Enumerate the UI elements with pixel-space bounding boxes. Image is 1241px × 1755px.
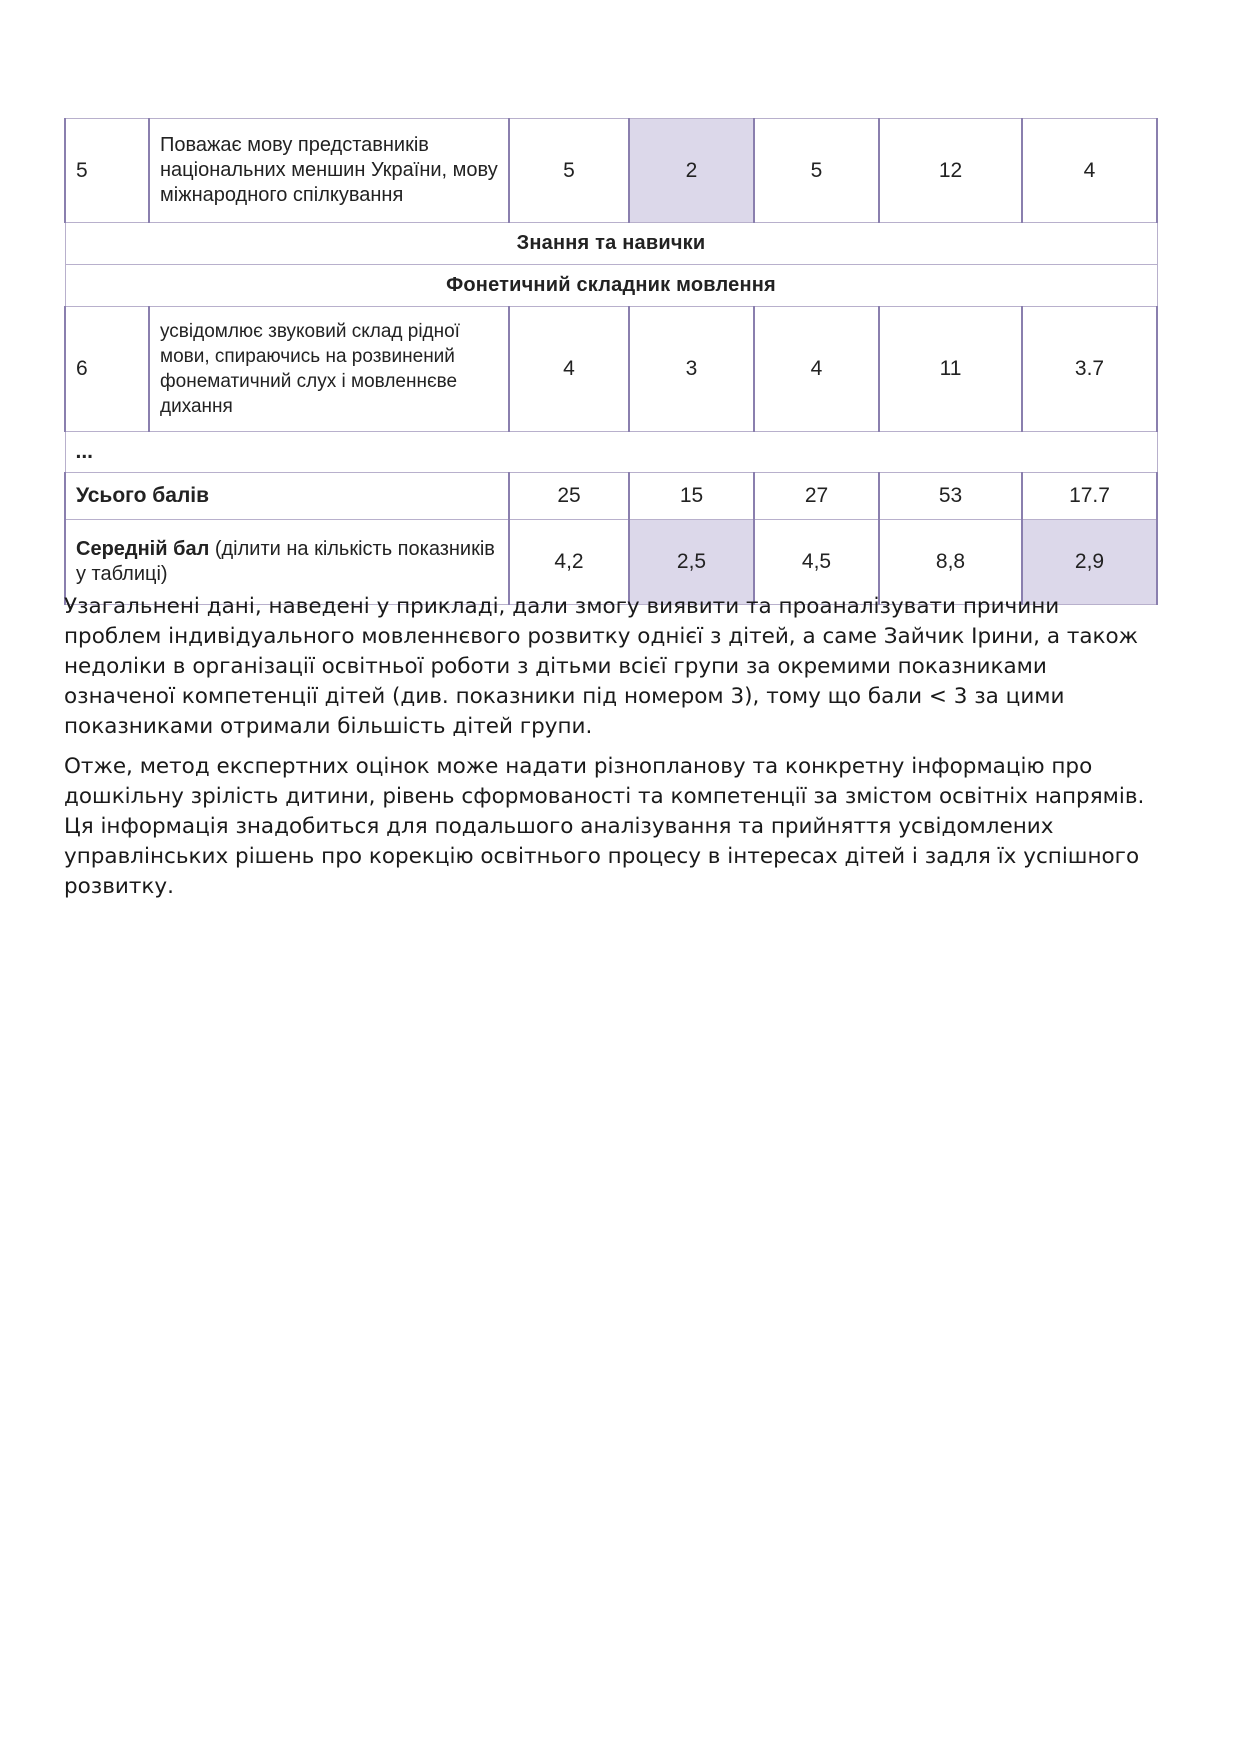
score-cell: 11 [879, 307, 1022, 432]
average-cell-highlighted: 2,5 [629, 520, 754, 605]
score-cell: 3 [629, 307, 754, 432]
section-heading-phonetic: Фонетичний складник мовлення [65, 265, 1157, 307]
section-row [65, 265, 1157, 307]
indicator-description: Поважає мову представників національних меншин України, мову міжнародного спілкування [149, 119, 509, 223]
average-label-note: (ділити на кількість показників у таблиці) [76, 538, 495, 585]
score-cell-highlighted: 2 [629, 119, 754, 223]
body-text-summary [64, 752, 1154, 914]
score-cell: 5 [754, 119, 879, 223]
average-cell: 4,5 [754, 520, 879, 605]
total-cell: 15 [629, 473, 754, 520]
paragraph: Узагальнені дані, наведені у прикладі, дали змогу виявити та проаналізувати причини проблем індивідуального мовленнєвого розвитку однієї з дітей, а саме Зайчик Ірини, а також недоліки в організації освітньої роботи з дітьми всієї групи за окремими показниками означеної компетенції дітей (див. показники під номером 3), тому що бали < 3 за цими показниками отримали більшість дітей групи. [64, 594, 1139, 739]
average-cell-highlighted: 2,9 [1022, 520, 1157, 605]
section-row [65, 223, 1157, 265]
section-heading-knowledge: Знання та навички [65, 223, 1157, 265]
average-cell: 8,8 [879, 520, 1022, 605]
body-text-conclusion [64, 592, 1154, 754]
table-row [65, 119, 1157, 223]
total-row [65, 473, 1157, 520]
row-number: 5 [65, 119, 149, 223]
score-cell: 4 [754, 307, 879, 432]
ellipsis-cell: ... [65, 432, 1157, 473]
paragraph: Отже, метод експертних оцінок може надати різнопланову та конкретну інформацію про дошкільну зрілість дитини, рівень сформованості та компетенції за змістом освітніх напрямів. Ця інформація знадобиться для подальшого аналізування та прийняття усвідомлених управлінських рішень про корекцію освітнього процесу в інтересах дітей і задля їх успішного розвитку. [64, 754, 1145, 899]
average-cell: 4,2 [509, 520, 629, 605]
score-cell: 12 [879, 119, 1022, 223]
total-cell: 53 [879, 473, 1022, 520]
total-cell: 25 [509, 473, 629, 520]
score-cell: 3.7 [1022, 307, 1157, 432]
score-cell: 4 [1022, 119, 1157, 223]
score-cell: 4 [509, 307, 629, 432]
average-label-bold: Середній бал [76, 538, 210, 560]
ellipsis-row [65, 432, 1157, 473]
total-cell: 27 [754, 473, 879, 520]
indicator-description: усвідомлює звуковий склад рідної мови, спираючись на розвинений фонематичний слух і мовленнєве дихання [149, 307, 509, 432]
score-cell: 5 [509, 119, 629, 223]
row-number: 6 [65, 307, 149, 432]
total-label: Усього балів [65, 473, 509, 520]
total-cell: 17.7 [1022, 473, 1157, 520]
table-row [65, 307, 1157, 432]
assessment-table [64, 118, 1158, 605]
